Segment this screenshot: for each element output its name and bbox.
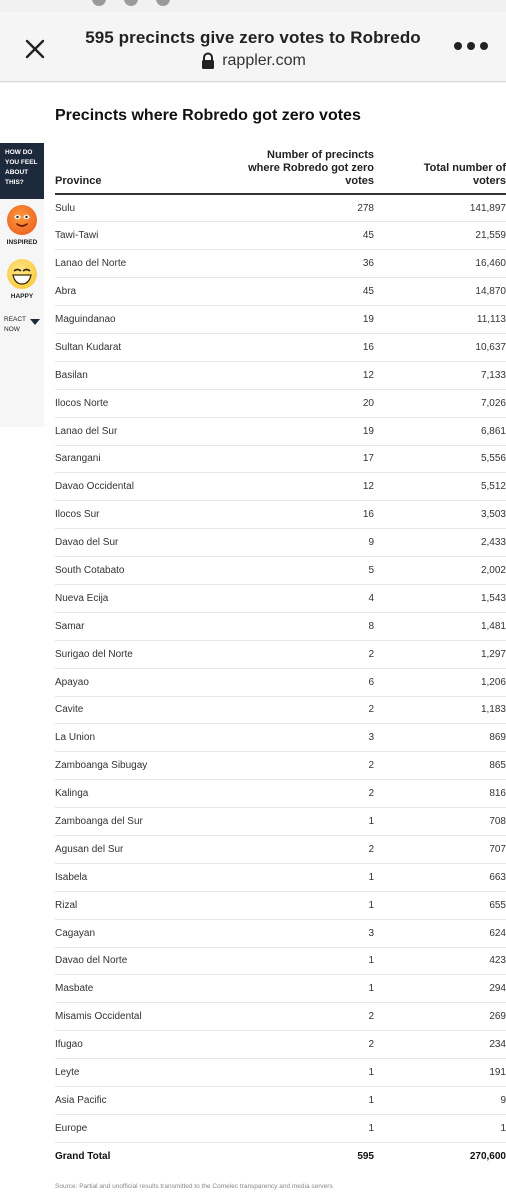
cell-voters: 5,512 bbox=[374, 473, 506, 501]
cell-province: Surigao del Norte bbox=[55, 640, 225, 668]
cell-voters: 5,556 bbox=[374, 445, 506, 473]
react-now-line: NOW bbox=[4, 326, 20, 333]
cell-voters: 2,002 bbox=[374, 557, 506, 585]
cell-voters: 707 bbox=[374, 835, 506, 863]
cell-voters: 7,133 bbox=[374, 361, 506, 389]
cell-voters: 9 bbox=[374, 1087, 506, 1115]
table-row bbox=[55, 1031, 506, 1059]
reaction-question-line: ABOUT bbox=[5, 169, 29, 176]
cell-precincts: 8 bbox=[225, 612, 374, 640]
cell-precincts: 19 bbox=[225, 306, 374, 334]
cell-province: Cagayan bbox=[55, 919, 225, 947]
happy-label: HAPPY bbox=[10, 293, 34, 300]
table-row bbox=[55, 640, 506, 668]
total-precincts: 595 bbox=[357, 1151, 374, 1163]
cell-precincts: 9 bbox=[225, 529, 374, 557]
cell-province: Europe bbox=[55, 1114, 225, 1142]
header-precincts-line: Number of precincts bbox=[267, 149, 374, 161]
cell-precincts: 2 bbox=[225, 1031, 374, 1059]
table-row bbox=[55, 306, 506, 334]
react-now-line: REACT bbox=[4, 316, 27, 323]
header-precincts bbox=[225, 146, 374, 194]
cell-precincts: 1 bbox=[225, 1059, 374, 1087]
cell-voters: 3,503 bbox=[374, 501, 506, 529]
cell-voters: 2,433 bbox=[374, 529, 506, 557]
cell-province: Sulu bbox=[55, 194, 225, 222]
more-dot-icon bbox=[454, 42, 462, 50]
cell-province: Maguindanao bbox=[55, 306, 225, 334]
table-row bbox=[55, 975, 506, 1003]
more-dot-icon bbox=[480, 42, 488, 50]
cell-precincts: 45 bbox=[225, 222, 374, 250]
table-row bbox=[55, 333, 506, 361]
cell-precincts: 2 bbox=[225, 696, 374, 724]
precincts-table bbox=[55, 146, 506, 1170]
cell-province: Rizal bbox=[55, 891, 225, 919]
cell-province: Ilocos Norte bbox=[55, 389, 225, 417]
cell-precincts: 1 bbox=[225, 1114, 374, 1142]
cell-precincts: 1 bbox=[225, 808, 374, 836]
cell-voters: 294 bbox=[374, 975, 506, 1003]
table-title: Precincts where Robredo got zero votes bbox=[55, 107, 361, 124]
url-display[interactable] bbox=[0, 52, 506, 70]
cell-province: Asia Pacific bbox=[55, 1087, 225, 1115]
cell-province: Zamboanga Sibugay bbox=[55, 752, 225, 780]
cell-voters: 10,637 bbox=[374, 333, 506, 361]
cell-province: Kalinga bbox=[55, 780, 225, 808]
cell-precincts: 1 bbox=[225, 1087, 374, 1115]
cell-precincts: 4 bbox=[225, 584, 374, 612]
table-row bbox=[55, 278, 506, 306]
table-row bbox=[55, 1059, 506, 1087]
header-precincts-line: votes bbox=[345, 175, 374, 187]
cell-province: Misamis Occidental bbox=[55, 1003, 225, 1031]
cell-precincts: 3 bbox=[225, 724, 374, 752]
total-voters: 270,600 bbox=[469, 1151, 506, 1163]
table-row bbox=[55, 501, 506, 529]
cell-province: Sultan Kudarat bbox=[55, 333, 225, 361]
cell-voters: 624 bbox=[374, 919, 506, 947]
cell-province: Abra bbox=[55, 278, 225, 306]
url-text: rappler.com bbox=[222, 52, 306, 69]
cell-voters: 1 bbox=[374, 1114, 506, 1142]
header-voters-line: Total number of bbox=[423, 162, 506, 174]
cell-precincts: 45 bbox=[225, 278, 374, 306]
cell-province: Cavite bbox=[55, 696, 225, 724]
header-voters-line: voters bbox=[472, 175, 506, 187]
cell-voters: 234 bbox=[374, 1031, 506, 1059]
cell-province: Ifugao bbox=[55, 1031, 225, 1059]
cell-voters: 1,183 bbox=[374, 696, 506, 724]
cell-province: Davao del Norte bbox=[55, 947, 225, 975]
reaction-rail bbox=[0, 143, 44, 427]
inspired-emoji-icon[interactable] bbox=[7, 205, 37, 235]
cell-voters: 6,861 bbox=[374, 417, 506, 445]
cell-precincts: 5 bbox=[225, 557, 374, 585]
page-title: 595 precincts give zero votes to Robredo bbox=[85, 28, 421, 47]
cell-voters: 1,206 bbox=[374, 668, 506, 696]
cell-voters: 1,543 bbox=[374, 584, 506, 612]
more-options-button[interactable] bbox=[454, 42, 488, 54]
cell-voters: 191 bbox=[374, 1059, 506, 1087]
cell-voters: 1,481 bbox=[374, 612, 506, 640]
cell-precincts: 2 bbox=[225, 640, 374, 668]
cell-voters: 1,297 bbox=[374, 640, 506, 668]
cell-province: Agusan del Sur bbox=[55, 835, 225, 863]
cell-precincts: 20 bbox=[225, 389, 374, 417]
table-row bbox=[55, 863, 506, 891]
cell-precincts: 2 bbox=[225, 780, 374, 808]
table-row bbox=[55, 473, 506, 501]
article-content bbox=[0, 83, 506, 1200]
cell-precincts: 2 bbox=[225, 835, 374, 863]
browser-top-bar bbox=[0, 12, 506, 82]
cell-province: Sarangani bbox=[55, 445, 225, 473]
cell-voters: 663 bbox=[374, 863, 506, 891]
cell-province: Apayao bbox=[55, 668, 225, 696]
table-row bbox=[55, 445, 506, 473]
cell-precincts: 12 bbox=[225, 361, 374, 389]
inspired-label: INSPIRED bbox=[6, 239, 38, 246]
table-row bbox=[55, 194, 506, 222]
table-row bbox=[55, 1114, 506, 1142]
status-bar bbox=[0, 0, 506, 12]
status-icon bbox=[92, 0, 106, 6]
cell-precincts: 1 bbox=[225, 975, 374, 1003]
table-body bbox=[55, 194, 506, 1142]
cell-province: Leyte bbox=[55, 1059, 225, 1087]
table-row bbox=[55, 417, 506, 445]
table-row bbox=[55, 919, 506, 947]
cell-voters: 21,559 bbox=[374, 222, 506, 250]
table-row bbox=[55, 1003, 506, 1031]
table-row bbox=[55, 724, 506, 752]
status-icon bbox=[124, 0, 138, 6]
total-label: Grand Total bbox=[55, 1151, 111, 1163]
cell-precincts: 2 bbox=[225, 1003, 374, 1031]
table-row bbox=[55, 947, 506, 975]
cell-province: Samar bbox=[55, 612, 225, 640]
table-row bbox=[55, 668, 506, 696]
cell-voters: 816 bbox=[374, 780, 506, 808]
cell-province: Ilocos Sur bbox=[55, 501, 225, 529]
table-row bbox=[55, 529, 506, 557]
table-row bbox=[55, 389, 506, 417]
table-row bbox=[55, 891, 506, 919]
status-icon bbox=[156, 0, 170, 6]
cell-voters: 269 bbox=[374, 1003, 506, 1031]
cell-precincts: 1 bbox=[225, 863, 374, 891]
cell-province: Lanao del Norte bbox=[55, 250, 225, 278]
cell-province: Davao del Sur bbox=[55, 529, 225, 557]
cell-province: Davao Occidental bbox=[55, 473, 225, 501]
table-row bbox=[55, 222, 506, 250]
table-header-row bbox=[55, 146, 506, 194]
table-row bbox=[55, 808, 506, 836]
react-now-button[interactable] bbox=[0, 315, 44, 343]
cell-precincts: 2 bbox=[225, 752, 374, 780]
cell-voters: 708 bbox=[374, 808, 506, 836]
table-row bbox=[55, 835, 506, 863]
table-row bbox=[55, 557, 506, 585]
cell-province: Tawi-Tawi bbox=[55, 222, 225, 250]
cell-voters: 869 bbox=[374, 724, 506, 752]
cell-province: Basilan bbox=[55, 361, 225, 389]
cell-voters: 655 bbox=[374, 891, 506, 919]
cell-precincts: 36 bbox=[225, 250, 374, 278]
table-row bbox=[55, 250, 506, 278]
cell-precincts: 3 bbox=[225, 919, 374, 947]
header-province: Province bbox=[55, 146, 225, 194]
cell-voters: 865 bbox=[374, 752, 506, 780]
table-row bbox=[55, 361, 506, 389]
reaction-question-line: THIS? bbox=[5, 179, 24, 186]
table-row bbox=[55, 752, 506, 780]
happy-emoji-icon[interactable] bbox=[7, 259, 37, 289]
cell-precincts: 1 bbox=[225, 947, 374, 975]
reaction-question-line: YOU FEEL bbox=[5, 159, 38, 166]
table-row bbox=[55, 584, 506, 612]
cell-precincts: 16 bbox=[225, 501, 374, 529]
header-precincts-line: where Robredo got zero bbox=[248, 162, 374, 174]
cell-precincts: 1 bbox=[225, 891, 374, 919]
reaction-question-line: HOW DO bbox=[5, 149, 33, 156]
cell-province: La Union bbox=[55, 724, 225, 752]
grand-total-row bbox=[55, 1142, 506, 1170]
header-voters bbox=[374, 146, 506, 194]
cell-precincts: 17 bbox=[225, 445, 374, 473]
table-row bbox=[55, 612, 506, 640]
cell-province: Masbate bbox=[55, 975, 225, 1003]
cell-precincts: 6 bbox=[225, 668, 374, 696]
cell-precincts: 16 bbox=[225, 333, 374, 361]
cell-province: Isabela bbox=[55, 863, 225, 891]
cell-voters: 7,026 bbox=[374, 389, 506, 417]
reaction-question bbox=[0, 143, 44, 199]
cell-voters: 11,113 bbox=[374, 306, 506, 334]
cell-province: Zamboanga del Sur bbox=[55, 808, 225, 836]
table-row bbox=[55, 780, 506, 808]
lock-icon bbox=[200, 52, 216, 70]
table-row bbox=[55, 696, 506, 724]
cell-precincts: 12 bbox=[225, 473, 374, 501]
cell-province: Lanao del Sur bbox=[55, 417, 225, 445]
status-icons bbox=[92, 0, 172, 8]
cell-precincts: 278 bbox=[225, 194, 374, 222]
cell-province: Nueva Ecija bbox=[55, 584, 225, 612]
cell-province: South Cotabato bbox=[55, 557, 225, 585]
more-dot-icon bbox=[467, 42, 475, 50]
cell-voters: 16,460 bbox=[374, 250, 506, 278]
cell-voters: 423 bbox=[374, 947, 506, 975]
cell-precincts: 19 bbox=[225, 417, 374, 445]
cell-voters: 14,870 bbox=[374, 278, 506, 306]
cell-voters: 141,897 bbox=[374, 194, 506, 222]
source-note: Source: Partial and unofficial results transmitted to the Comelec transparency and media servers bbox=[55, 1183, 333, 1190]
table-row bbox=[55, 1087, 506, 1115]
caret-down-icon bbox=[30, 319, 40, 325]
